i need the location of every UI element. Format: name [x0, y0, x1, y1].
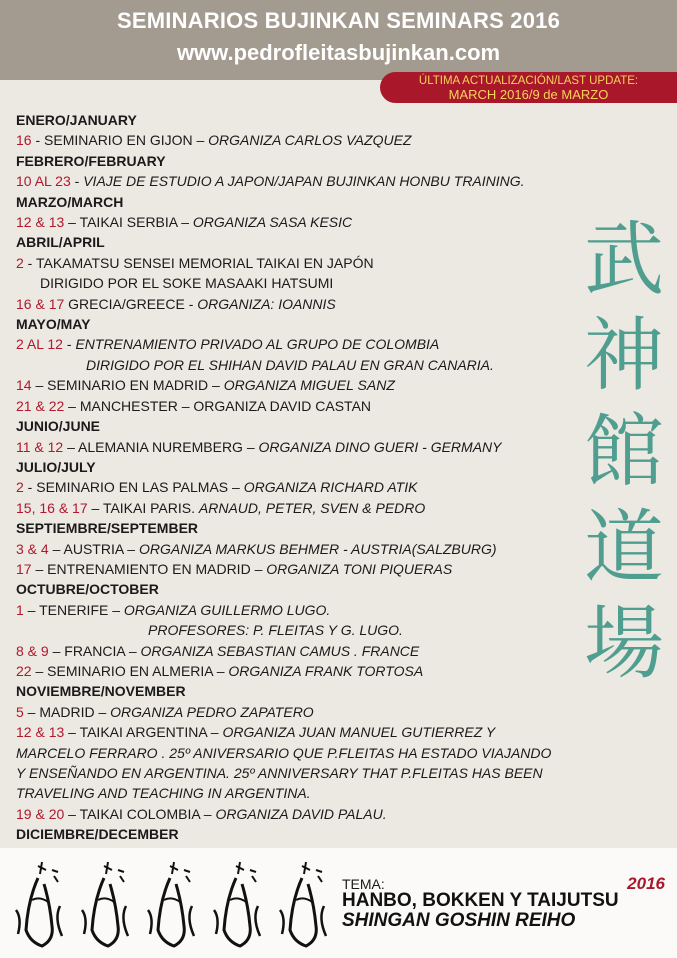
seminar-description: – SEMINARIO EN ALMERIA –	[31, 662, 229, 679]
month-heading: JULIO/JULY	[16, 458, 96, 475]
seminar-entry	[16, 539, 596, 559]
seminar-organizer: ORGANIZA FRANK TORTOSA	[228, 662, 424, 679]
seminar-dates: 1	[16, 601, 24, 618]
month-heading: JUNIO/JUNE	[16, 418, 101, 435]
seminar-organizer: TRAVELING AND TEACHING IN ARGENTINA.	[16, 785, 311, 802]
kanji-character: 道	[584, 501, 664, 594]
seminar-description: -	[62, 336, 76, 353]
seminar-description: – ENTRENAMIENTO EN MADRID –	[31, 560, 267, 577]
kanji-character: 武	[584, 213, 664, 306]
kanji-character: 神	[584, 309, 664, 402]
seminar-entry	[16, 171, 596, 191]
seminar-entry	[16, 294, 596, 314]
seminar-entry	[16, 498, 596, 518]
seminar-description: – TAIKAI PARIS.	[87, 499, 199, 516]
month-heading: NOVIEMBRE/NOVEMBER	[16, 683, 186, 700]
seminar-entry-continuation	[16, 355, 596, 375]
seminar-organizer: VIAJE DE ESTUDIO A JAPON/JAPAN BUJINKAN HONBU TRAINING.	[83, 173, 525, 190]
seminar-entry-continuation	[16, 783, 596, 803]
seminar-description: DIRIGIDO POR EL SOKE MASAAKI HATSUMI	[40, 275, 334, 292]
seminar-organizer: ORGANIZA JUAN MANUEL GUTIERREZ Y	[222, 724, 496, 741]
last-update-badge	[380, 72, 677, 103]
seminar-dates: 14	[16, 377, 32, 394]
seminar-organizer: ORGANIZA: IOANNIS	[197, 295, 336, 312]
seminar-entry	[16, 334, 596, 354]
calligraphy-figures	[8, 860, 338, 950]
seminar-description: – MADRID –	[23, 703, 111, 720]
kanji-character: 場	[584, 597, 664, 690]
seminar-entry	[16, 130, 596, 150]
seminar-organizer: ARNAUD, PETER, SVEN & PEDRO	[198, 499, 426, 516]
seminar-organizer: ORGANIZA SEBASTIAN CAMUS . FRANCE	[140, 642, 420, 659]
seminar-organizer: ORGANIZA SASA KESIC	[192, 214, 353, 231]
seminar-entry-continuation	[16, 273, 596, 293]
seminar-description: – TENERIFE –	[23, 601, 124, 618]
figure-1-icon	[16, 862, 62, 946]
website-link[interactable]: www.pedrofleitasbujinkan.com	[176, 40, 501, 65]
seminar-dates: 12 & 13	[16, 724, 65, 741]
figure-3-icon	[148, 862, 194, 946]
seminar-entry-continuation	[16, 620, 596, 640]
seminar-dates: 16 & 17	[16, 295, 65, 312]
seminar-organizer: PROFESORES: P. FLEITAS Y G. LUGO.	[148, 622, 403, 639]
seminar-organizer: ORGANIZA PEDRO ZAPATERO	[110, 703, 314, 720]
seminar-dates: 10 AL 23	[16, 173, 71, 190]
month-heading: DICIEMBRE/DECEMBER	[16, 826, 179, 843]
seminar-entry-continuation	[16, 763, 596, 783]
seminar-dates: 11 & 12	[16, 438, 64, 455]
seminar-organizer: ORGANIZA MIGUEL SANZ	[223, 377, 395, 394]
seminar-description: – TAIKAI SERBIA –	[64, 214, 193, 231]
seminar-description: – ALEMANIA NUREMBERG –	[63, 438, 259, 455]
bujinkan-dojo-kanji	[578, 212, 670, 692]
seminar-dates: 3 & 4	[16, 540, 49, 557]
seminar-organizer: DIRIGIDO POR EL SHIHAN DAVID PALAU EN GRAN CANARIA.	[86, 356, 494, 373]
seminar-dates: 19 & 20	[16, 805, 65, 822]
seminar-organizer: ORGANIZA RICHARD ATIK	[243, 479, 418, 496]
seminar-entry-continuation	[16, 743, 596, 763]
seminar-description: – TAIKAI COLOMBIA –	[64, 805, 216, 822]
seminar-dates: 2	[16, 254, 24, 271]
seminar-organizer: ORGANIZA TONI PIQUERAS	[266, 560, 453, 577]
seminar-description: - TAKAMATSU SENSEI MEMORIAL TAIKAI EN JAPÓN	[23, 254, 374, 271]
figure-5-icon	[280, 862, 326, 946]
seminar-entry	[16, 396, 596, 416]
seminar-organizer: ORGANIZA MARKUS BEHMER - AUSTRIA(SALZBURG)	[138, 540, 497, 557]
seminar-description: - SEMINARIO EN GIJON –	[31, 132, 209, 149]
month-heading: SEPTIEMBRE/SEPTEMBER	[16, 520, 199, 537]
seminar-dates: 22	[16, 662, 32, 679]
tema-line-1: HANBO, BOKKEN Y TAIJUTSU	[342, 890, 619, 911]
footer	[0, 848, 677, 958]
seminar-entry	[16, 375, 596, 395]
seminar-dates: 2	[16, 479, 24, 496]
seminar-entry	[16, 702, 596, 722]
seminar-description: – SEMINARIO EN MADRID –	[31, 377, 224, 394]
seminar-dates: 15, 16 & 17	[16, 499, 88, 516]
month-heading: FEBRERO/FEBRUARY	[16, 152, 166, 169]
seminar-description: GRECIA/GREECE -	[64, 295, 198, 312]
seminar-dates: 2 AL 12	[16, 336, 63, 353]
seminar-dates: 12 & 13	[16, 214, 65, 231]
seminar-entry	[16, 661, 596, 681]
seminar-dates: 17	[16, 560, 32, 577]
month-heading: ENERO/JANUARY	[16, 112, 137, 128]
last-update-date: MARCH 2016/9 de MARZO	[448, 87, 609, 102]
seminar-list	[16, 110, 596, 865]
seminar-description: -	[70, 173, 84, 190]
seminar-organizer: ORGANIZA DINO GUERI - GERMANY	[258, 438, 502, 455]
page-title: SEMINARIOS BUJINKAN SEMINARS 2016	[116, 8, 561, 33]
seminar-entry	[16, 477, 596, 497]
seminar-dates: 16	[16, 132, 32, 149]
seminar-entry	[16, 804, 596, 824]
seminar-dates: 5	[16, 703, 24, 720]
last-update-label: ÚLTIMA ACTUALIZACIÓN/LAST UPDATE:	[418, 75, 639, 87]
seminar-organizer: ORGANIZA DAVID PALAU.	[215, 805, 387, 822]
month-heading: MAYO/MAY	[16, 316, 91, 333]
seminar-entry	[16, 559, 596, 579]
tema-line-2: SHINGAN GOSHIN REIHO	[342, 910, 576, 931]
seminar-organizer: ORGANIZA GUILLERMO LUGO.	[123, 601, 331, 618]
month-heading: ABRIL/APRIL	[16, 234, 105, 251]
seminar-description: – FRANCIA –	[48, 642, 141, 659]
seminar-description: – TAIKAI ARGENTINA –	[64, 724, 223, 741]
seminar-entry	[16, 253, 596, 273]
seminar-organizer: Y ENSEÑANDO EN ARGENTINA. 25º ANNIVERSARY THAT P.FLEITAS HAS BEEN	[16, 765, 543, 781]
figure-2-icon	[82, 862, 128, 946]
seminar-description: – MANCHESTER – ORGANIZA DAVID CASTAN	[64, 397, 372, 414]
seminar-organizer: MARCELO FERRARO . 25º ANIVERSARIO QUE P.FLEITAS HA ESTADO VIAJANDO	[16, 744, 552, 761]
seminar-description: – AUSTRIA –	[48, 540, 139, 557]
kanji-character: 館	[584, 405, 664, 498]
seminar-entry	[16, 212, 596, 232]
tema-label: TEMA:	[342, 876, 385, 892]
seminar-entry	[16, 641, 596, 661]
seminar-organizer: ORGANIZA CARLOS VAZQUEZ	[208, 132, 412, 149]
seminar-dates: 8 & 9	[16, 642, 49, 659]
month-heading: MARZO/MARCH	[16, 193, 124, 210]
tema-year: 2016	[627, 874, 665, 893]
figure-4-icon	[214, 862, 260, 946]
month-heading: OCTUBRE/OCTOBER	[16, 581, 159, 598]
seminar-description: - SEMINARIO EN LAS PALMAS –	[23, 479, 244, 496]
header-banner	[0, 0, 677, 80]
seminar-entry	[16, 722, 596, 742]
seminar-entry	[16, 437, 596, 457]
seminar-entry	[16, 600, 596, 620]
seminar-organizer: ENTRENAMIENTO PRIVADO AL GRUPO DE COLOMBIA	[75, 336, 440, 353]
seminar-dates: 21 & 22	[16, 397, 65, 414]
